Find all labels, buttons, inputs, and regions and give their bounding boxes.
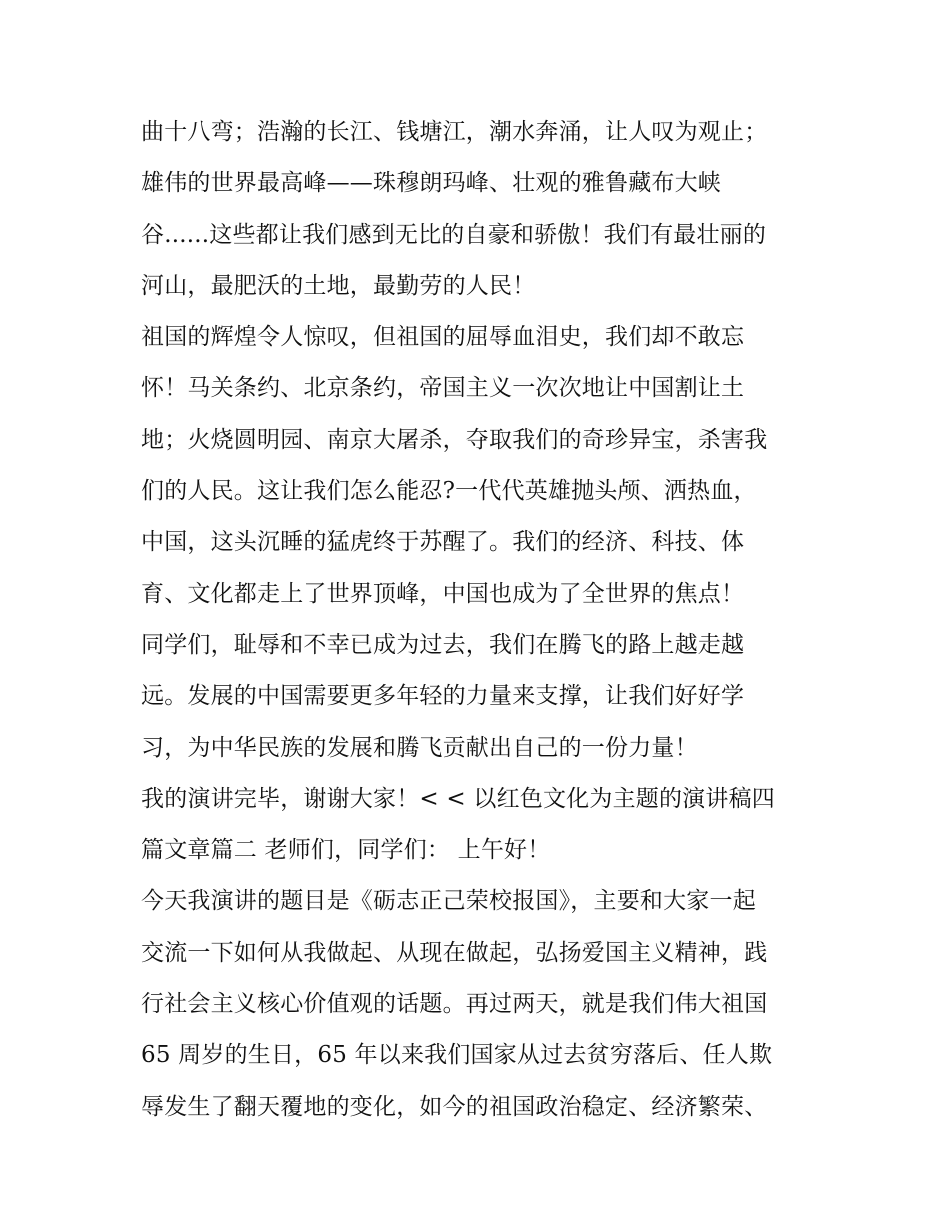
text-line: 辱发生了翻天覆地的变化，如今的祖国政治稳定、经济繁荣、 [141, 1093, 768, 1120]
text-line: 雄伟的世界最高峰——珠穆朗玛峰、壮观的雅鲁藏布大峡 [141, 170, 721, 197]
text-line: 交流一下如何从我做起、从现在做起，弘扬爱国主义精神，践 [141, 939, 768, 966]
text-line: 习，为中华民族的发展和腾飞贡献出自己的一份力量！ [141, 734, 698, 761]
text-line: 怀！马关条约、北京条约，帝国主义一次次地让中国割让土 [141, 375, 745, 402]
text-line: 今天我演讲的题目是《砺志正己荣校报国》，主要和大家一起 [141, 888, 756, 915]
text-line: 育、文化都走上了世界顶峰，中国也成为了全世界的焦点！ [141, 580, 745, 607]
text-line: 地；火烧圆明园、南京大屠杀，夺取我们的奇珍异宝，杀害我 [141, 426, 768, 453]
text-line: 同学们，耻辱和不幸已成为过去，我们在腾飞的路上越走越 [141, 631, 745, 658]
text-line: 们的人民。这让我们怎么能忍?一代代英雄抛头颅、洒热血， [141, 478, 757, 505]
text-line: 远。发展的中国需要更多年轻的力量来支撑，让我们好好学 [141, 683, 745, 710]
text-line: 65 周岁的生日，65 年以来我们国家从过去贫穷落后、任人欺 [141, 1042, 773, 1069]
speech-text [141, 107, 821, 1133]
text-line: 祖国的辉煌令人惊叹，但祖国的屈辱血泪史，我们却不敢忘 [141, 324, 745, 351]
text-line: 行社会主义核心价值观的话题。再过两天，就是我们伟大祖国 [141, 991, 768, 1018]
text-line: 我的演讲完毕，谢谢大家！< < 以红色文化为主题的演讲稿四 [141, 785, 775, 812]
text-line: 河山，最肥沃的土地，最勤劳的人民！ [141, 272, 536, 299]
text-line: 中国，这头沉睡的猛虎终于苏醒了。我们的经济、科技、体 [141, 529, 745, 556]
text-line: 篇文章篇二 老师们，同学们： 上午好！ [141, 837, 551, 864]
text-line: 曲十八弯；浩瀚的长江、钱塘江，潮水奔涌，让人叹为观止； [141, 119, 768, 145]
text-line: 谷......这些都让我们感到无比的自豪和骄傲！我们有最壮丽的 [141, 221, 767, 248]
